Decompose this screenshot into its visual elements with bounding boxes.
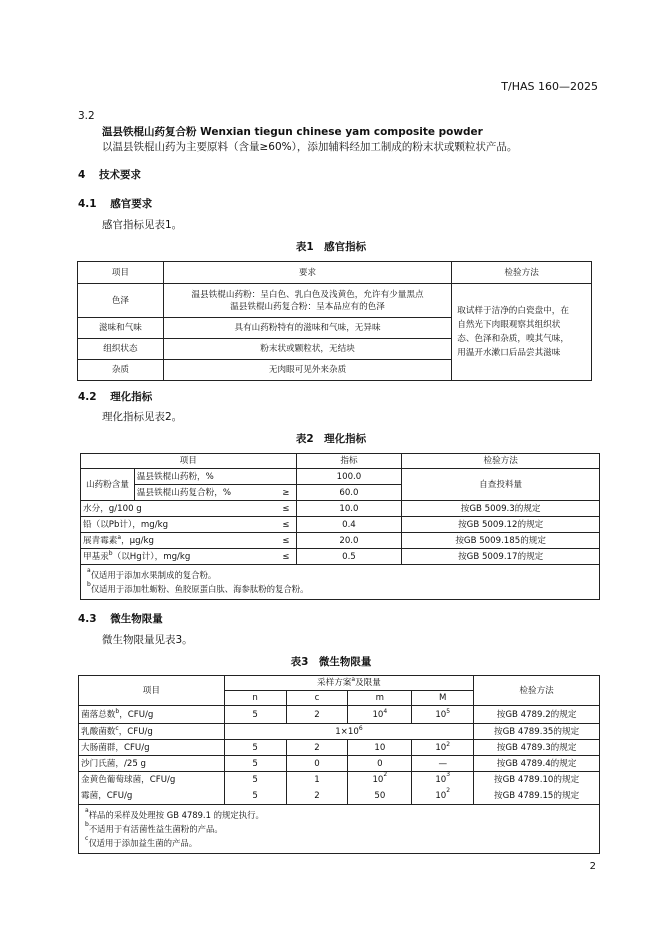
- table-cell: 菌落总数$^b$，CFU/g: [79, 706, 225, 724]
- method-line: 自然光下肉眼观察其组织状: [457, 320, 561, 330]
- footnote: $^a$样品的采样及处理按 GB 4789.1 的规定执行。: [85, 807, 264, 820]
- table-row: [81, 549, 600, 565]
- table-cell: 无肉眼可见外来杂质: [163, 360, 451, 381]
- table-cell: 5 5: [224, 772, 286, 805]
- yam-content-group: 山药粉含量: [81, 469, 135, 501]
- item-name: 铅（以Pb计），mg/kg: [83, 519, 169, 530]
- item-unit: ，μg/kg: [121, 535, 154, 546]
- table-cell: 按GB 5009.185的规定: [402, 533, 600, 549]
- table-cell: ≤: [276, 549, 296, 565]
- section-4-2-heading: [78, 389, 152, 404]
- table-cell: $10^3$ $10^2$: [412, 772, 474, 805]
- footnote-mark: b: [108, 549, 113, 557]
- table-3-header-c: c: [286, 691, 348, 706]
- table-cell: 大肠菌群，CFU/g: [79, 740, 225, 756]
- table-2-notes-row: [81, 565, 600, 600]
- section-4-2-number: 4.2: [78, 391, 97, 403]
- table-cell: ≤: [276, 533, 296, 549]
- table-2-header-value: 指标: [296, 454, 402, 469]
- table-3-microbial: [78, 675, 600, 854]
- table-cell: ≤: [276, 501, 296, 517]
- table-cell: $10^2$ 50: [348, 772, 412, 805]
- table-3-header-row: [79, 676, 600, 691]
- section-4-2-title: 理化指标: [110, 391, 153, 403]
- table-cell: 10: [348, 740, 412, 756]
- table-1-header-row: [78, 262, 592, 284]
- table-row: [79, 706, 600, 724]
- table-cell: [163, 284, 451, 318]
- table-1-sensory: [77, 261, 592, 381]
- item-unit: （以Hg计），mg/kg: [112, 551, 191, 562]
- table-cell: $10^2$: [412, 740, 474, 756]
- section-4-1-heading: [78, 196, 152, 211]
- footnote: $^a$仅适用于添加水果制成的复合粉。: [87, 567, 217, 580]
- table-2-notes: [81, 565, 600, 600]
- table-3-notes-row: [79, 805, 600, 854]
- footnote: $^b$仅适用于添加牡蛎粉、鱼胶原蛋白肽、海参肽粉的复合粉。: [87, 581, 309, 594]
- table-cell: 温县铁棍山药粉，%: [134, 469, 276, 485]
- table-cell: 沙门氏菌，/25 g: [79, 756, 225, 772]
- section-3-2-definition: 以温县铁棍山药为主要原料（含量≥60%），添加辅料经加工制成的粉末状或颗粒状产品。: [102, 141, 518, 153]
- table-cell: 5: [224, 706, 286, 724]
- table-cell: 按GB 4789.10的规定 按GB 4789.15的规定: [474, 772, 600, 805]
- standard-number: T/HAS 160—2025: [501, 80, 598, 93]
- table-3-caption: 表3 微生物限量: [290, 656, 372, 668]
- table-cell: 滋味和气味: [78, 318, 164, 339]
- table-cell: 0: [348, 756, 412, 772]
- table-cell: [81, 501, 277, 517]
- table-row: [81, 517, 600, 533]
- table-cell: 0: [286, 756, 348, 772]
- table-1-caption: 表1 感官指标: [295, 241, 367, 253]
- footnote-mark: c: [115, 724, 119, 732]
- table-cell: 5: [224, 756, 286, 772]
- table-1-header-method: 检验方法: [452, 262, 592, 284]
- item-name: 水分，g/100 g: [83, 503, 142, 514]
- table-cell: 2: [286, 706, 348, 724]
- table-cell: 0.5: [296, 549, 402, 565]
- table-cell: $10^5$: [412, 706, 474, 724]
- table-row: [79, 740, 600, 756]
- table-cell: ≥: [276, 485, 296, 501]
- section-4-number: 4: [78, 169, 86, 181]
- table-cell: 20.0: [296, 533, 402, 549]
- section-4-1-number: 4.1: [78, 198, 97, 210]
- table-cell: 10.0: [296, 501, 402, 517]
- table-row: [81, 469, 600, 485]
- table-cell: 5: [224, 740, 286, 756]
- section-3-2-number: 3.2: [78, 110, 95, 122]
- method-line: 态、色泽和杂质，嗅其气味，: [457, 334, 569, 344]
- section-4-title: 技术要求: [98, 169, 141, 181]
- table-1-header-requirement: 要求: [163, 262, 451, 284]
- table-cell: 按GB 4789.3的规定: [474, 740, 600, 756]
- table-2-caption: 表2 理化指标: [295, 433, 367, 445]
- footnote: $^c$仅适用于添加益生菌的产品。: [85, 835, 198, 848]
- table-cell: 杂质: [78, 360, 164, 381]
- table-3-header-item: 项目: [79, 676, 225, 706]
- table-cell: [276, 469, 296, 485]
- table-row: [81, 533, 600, 549]
- section-4-3-intro: 微生物限量见表3。: [102, 634, 193, 646]
- table-cell: [81, 533, 277, 549]
- table-3-notes: [79, 805, 600, 854]
- table-cell: 温县铁棍山药复合粉，%: [134, 485, 276, 501]
- table-cell: 2: [286, 740, 348, 756]
- table-2-header-method: 检验方法: [402, 454, 600, 469]
- table-cell: 0.4: [296, 517, 402, 533]
- table-cell: 按GB 4789.35的规定: [474, 724, 600, 740]
- table-3-header-plan: 采样方案$^a$及限量: [224, 676, 473, 691]
- table-cell: 100.0: [296, 469, 402, 485]
- table-cell: 乳酸菌数$^c$，CFU/g: [79, 724, 225, 740]
- table-cell: $10^4$: [348, 706, 412, 724]
- item-name: 展青霉素: [83, 535, 118, 546]
- table-cell: 粉末状或颗粒状，无结块: [163, 339, 451, 360]
- table-cell: 按GB 5009.3的规定: [402, 501, 600, 517]
- section-4-3-number: 4.3: [78, 613, 97, 625]
- table-cell: ≤: [276, 517, 296, 533]
- page-number: 2: [589, 861, 596, 872]
- table-row: [79, 772, 600, 805]
- table-cell: —: [412, 756, 474, 772]
- table-2-header-row: [81, 454, 600, 469]
- requirement-line: 温县铁棍山药粉：呈白色、乳白色及浅黄色，允许有少量黑点: [191, 289, 424, 300]
- table-cell: 组织状态: [78, 339, 164, 360]
- table-cell: 具有山药粉特有的滋味和气味，无异味: [163, 318, 451, 339]
- footnote-mark: a: [351, 676, 356, 683]
- section-4-1-title: 感官要求: [110, 198, 153, 210]
- table-cell: [81, 517, 277, 533]
- method-line: 取试样于洁净的白瓷盘中，在: [457, 306, 569, 316]
- table-3-header-M: M: [412, 691, 474, 706]
- footnote-mark: b: [115, 707, 120, 715]
- section-4-heading: [78, 167, 141, 182]
- section-4-1-intro: 感官指标见表1。: [102, 219, 183, 231]
- table-cell: 按GB 5009.12的规定: [402, 517, 600, 533]
- table-row: [79, 724, 600, 740]
- table-3-header-n: n: [224, 691, 286, 706]
- table-2-physicochemical: [80, 453, 600, 600]
- table-cell: 按GB 5009.17的规定: [402, 549, 600, 565]
- table-3-header-method: 检验方法: [474, 676, 600, 706]
- table-cell: $1\times 10^6$: [224, 724, 473, 740]
- table-cell: 自查投料量: [402, 469, 600, 501]
- section-3-2-title: 温县铁棍山药复合粉 Wenxian tiegun chinese yam composite powder: [102, 126, 483, 138]
- table-cell: 金黄色葡萄球菌，CFU/g 霉菌，CFU/g: [79, 772, 225, 805]
- table-1-method-cell: [452, 284, 592, 381]
- table-2-header-item: 项目: [81, 454, 297, 469]
- item-name: 甲基汞: [83, 551, 109, 562]
- section-4-2-intro: 理化指标见表2。: [102, 411, 183, 423]
- table-cell: 按GB 4789.2的规定: [474, 706, 600, 724]
- requirement-line: 温县铁棍山药复合粉：呈本品应有的色泽: [230, 301, 385, 312]
- table-cell: 60.0: [296, 485, 402, 501]
- table-cell: 色泽: [78, 284, 164, 318]
- table-cell: 1 2: [286, 772, 348, 805]
- table-cell: [81, 549, 277, 565]
- section-4-3-heading: [78, 611, 163, 626]
- table-row: [81, 501, 600, 517]
- table-3-header-m: m: [348, 691, 412, 706]
- section-4-3-title: 微生物限量: [110, 613, 163, 625]
- table-row: [78, 284, 592, 318]
- footnote-mark: a: [117, 533, 122, 541]
- table-row: [79, 756, 600, 772]
- footnote: $^b$不适用于有活菌性益生菌粉的产品。: [85, 821, 223, 834]
- table-1-header-item: 项目: [78, 262, 164, 284]
- method-line: 用温开水漱口后品尝其滋味: [457, 348, 561, 358]
- table-cell: 按GB 4789.4的规定: [474, 756, 600, 772]
